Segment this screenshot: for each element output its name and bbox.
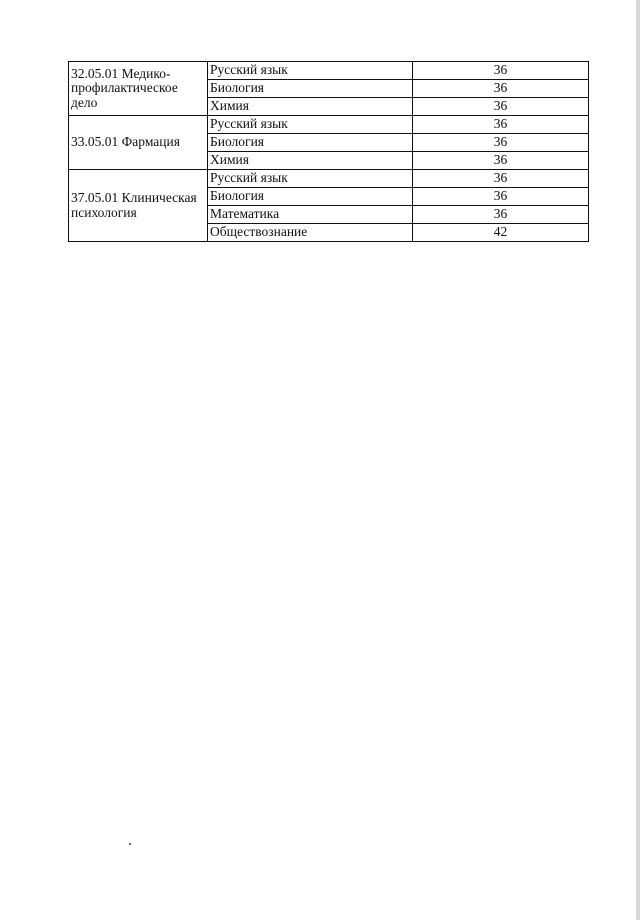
score-cell: 36 <box>413 134 589 152</box>
specialty-cell: 32.05.01 Медико-профилактическое дело <box>69 62 208 116</box>
score-cell: 36 <box>413 62 589 80</box>
score-cell: 36 <box>413 152 589 170</box>
subject-cell: Русский язык <box>208 116 413 134</box>
subject-cell: Обществознание <box>208 224 413 242</box>
score-cell: 36 <box>413 188 589 206</box>
scan-edge <box>636 0 640 920</box>
table-row <box>69 116 589 134</box>
subject-cell: Химия <box>208 152 413 170</box>
subject-cell: Русский язык <box>208 170 413 188</box>
score-cell: 42 <box>413 224 589 242</box>
subject-cell: Математика <box>208 206 413 224</box>
subject-cell: Биология <box>208 188 413 206</box>
specialty-cell: 37.05.01 Клиническая психология <box>69 170 208 242</box>
scan-speck <box>129 843 131 845</box>
table-row <box>69 62 589 80</box>
score-cell: 36 <box>413 116 589 134</box>
minimum-scores-table <box>68 61 589 242</box>
table-row <box>69 170 589 188</box>
subject-cell: Биология <box>208 80 413 98</box>
subject-cell: Химия <box>208 98 413 116</box>
score-cell: 36 <box>413 170 589 188</box>
score-cell: 36 <box>413 98 589 116</box>
score-cell: 36 <box>413 206 589 224</box>
subject-cell: Биология <box>208 134 413 152</box>
specialty-cell: 33.05.01 Фармация <box>69 116 208 170</box>
score-cell: 36 <box>413 80 589 98</box>
subject-cell: Русский язык <box>208 62 413 80</box>
